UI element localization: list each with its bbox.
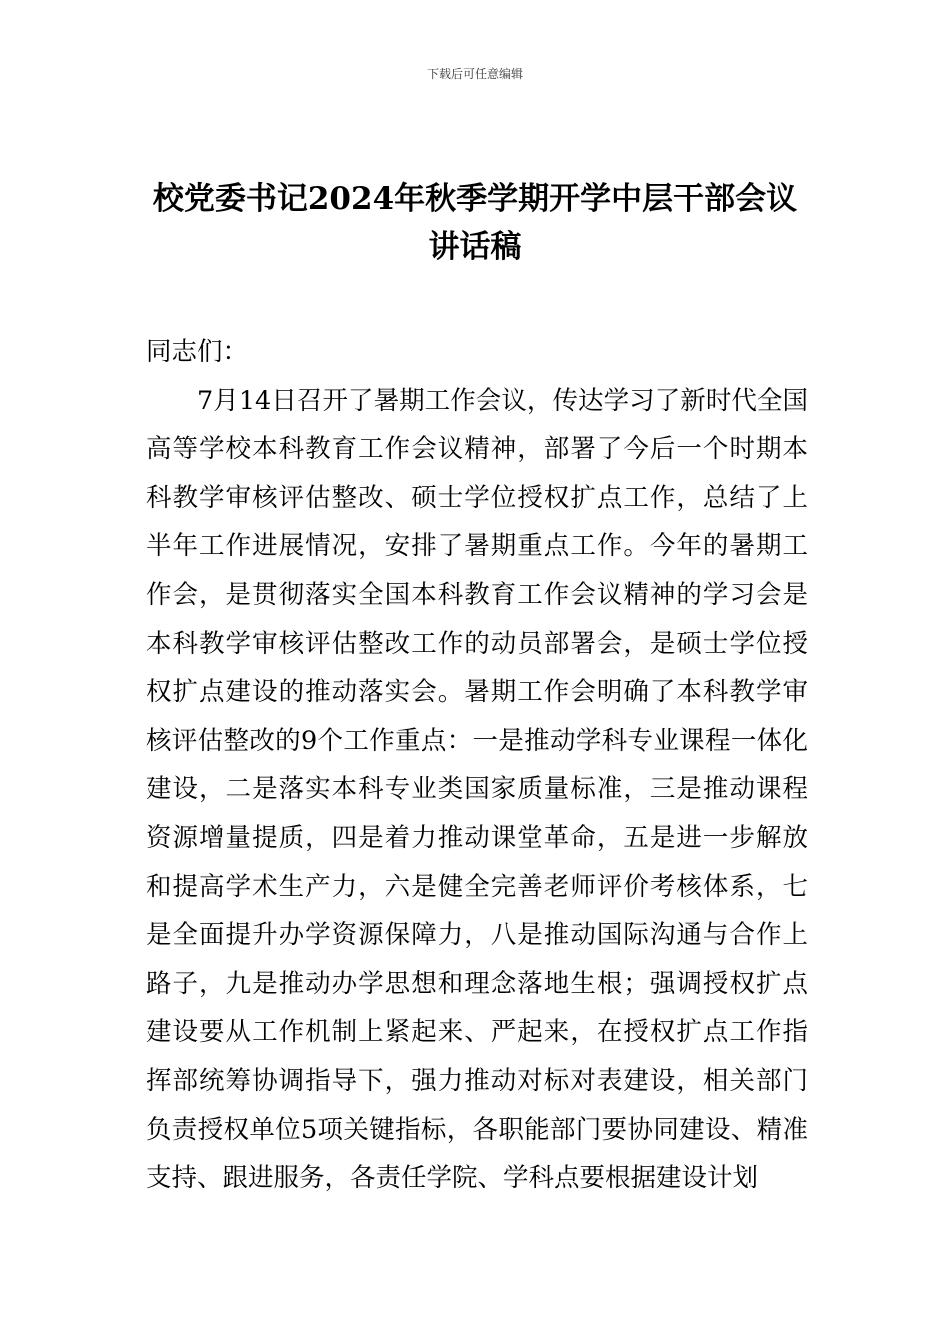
salutation: 同志们： (146, 337, 249, 367)
document-title: 校党委书记2024年秋季学期开学中层干部会议讲话稿 (152, 181, 798, 265)
body-paragraph: 7月14日召开了暑期工作会议，传达学习了新时代全国高等学校本科教育工作会议精神，部署了今后一个时期本科教学审核评估整改、硕士学位授权扩点工作，总结了上半年工作进展情况，安排了暑期重点工作。今年的暑期工作会，是贯彻落实全国本科教育工作会议精神的学习会是本科教学审核评估整改工作的动员部署会，是硕士学位授权扩点建设的推动落实会。暑期工作会明确了本科教学审核评估整改的9个工作重点：一是推动学科专业课程一体化建设，二是落实本科专业类国家质量标准，三是推动课程资源增量提质，四是着力推动课堂革命，五是进一步解放和提高学术生产力，六是健全完善老师评价考核体系，七是全面提升办学资源保障力，八是推动国际沟通与合作上路子，九是推动办学思想和理念落地生根；强调授权扩点建设要从工作机制上紧起来、严起来，在授权扩点工作指挥部统筹协调指导下，强力推动对标对表建设，相关部门负责授权单位5项关键指标，各职能部门要协同建设、精准支持、跟进服务，各责任学院、学科点要根据建设计划 (146, 385, 808, 1194)
header-note: 下载后可任意编辑 (426, 67, 523, 81)
document-body (146, 328, 808, 1203)
